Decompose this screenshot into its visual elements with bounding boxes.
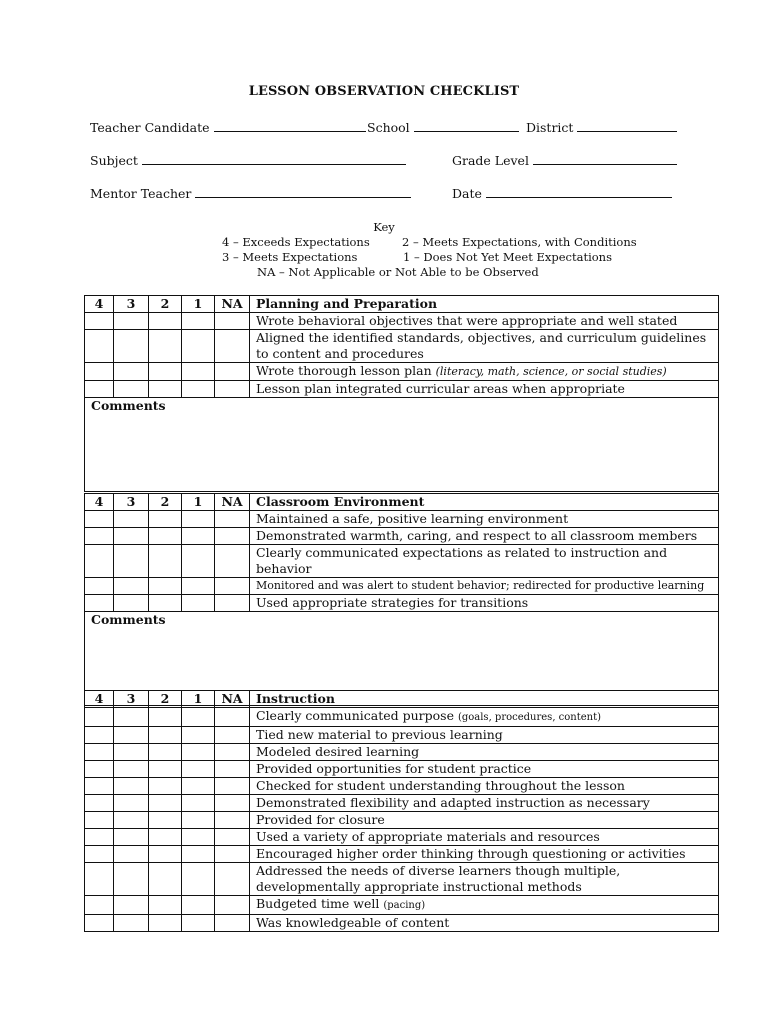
criterion-text: Checked for student understanding throughout the lesson [250,778,719,795]
rating-cell[interactable] [114,896,149,915]
rating-cell[interactable] [182,363,215,381]
criterion-cell [250,363,719,381]
rating-cell[interactable] [149,744,182,761]
table-row [85,708,719,727]
district-label: District [526,120,574,135]
criterion-text: Demonstrated flexibility and adapted instruction as necessary [250,795,719,812]
rating-cell[interactable] [149,896,182,915]
rating-cell[interactable] [182,330,215,363]
comments-label: Comments [91,612,166,627]
rating-cell[interactable] [114,846,149,863]
rating-cell[interactable] [85,708,114,727]
section-heading: Planning and Preparation [250,296,719,313]
rating-cell[interactable] [85,915,114,932]
rating-cell[interactable] [114,761,149,778]
criterion-cell [250,708,719,727]
rating-cell[interactable] [182,896,215,915]
rating-header-4: 4 [85,296,114,313]
criterion-text: Clearly communicated purpose [256,708,454,723]
comments-row [85,398,719,492]
section-heading: Instruction [250,691,719,708]
rating-cell[interactable] [149,778,182,795]
planning-section-table [84,295,719,492]
rating-header-3: 3 [114,691,149,708]
rating-cell[interactable] [114,363,149,381]
date-label: Date [452,186,482,201]
rating-cell[interactable] [149,511,182,528]
rating-cell[interactable] [85,829,114,846]
rating-cell[interactable] [114,330,149,363]
rating-cell[interactable] [114,545,149,578]
criterion-text: Was knowledgeable of content [250,915,719,932]
rating-header-na: NA [215,494,250,511]
rating-cell[interactable] [149,708,182,727]
criterion-text: Modeled desired learning [250,744,719,761]
rating-cell[interactable] [182,846,215,863]
rating-cell[interactable] [215,727,250,744]
rating-cell[interactable] [215,528,250,545]
rating-cell[interactable] [149,545,182,578]
rating-cell[interactable] [85,846,114,863]
table-row [85,381,719,398]
rating-cell[interactable] [85,528,114,545]
table-row [85,330,719,363]
rating-cell[interactable] [182,708,215,727]
rating-cell[interactable] [85,363,114,381]
rating-cell[interactable] [114,528,149,545]
teacher-candidate-label: Teacher Candidate [90,120,210,135]
rating-cell[interactable] [182,863,215,896]
page-title: LESSON OBSERVATION CHECKLIST [248,84,520,99]
grade-level-field[interactable] [452,153,677,168]
rating-header-4: 4 [85,494,114,511]
school-label: School [367,120,410,135]
rating-cell[interactable] [182,778,215,795]
rating-cell[interactable] [85,727,114,744]
rating-header-4: 4 [85,691,114,708]
section-heading: Classroom Environment [250,494,719,511]
teacher-candidate-field[interactable] [90,120,366,135]
rating-cell[interactable] [114,778,149,795]
criterion-text: Clearly communicated expectations as related to instruction and behavior [250,545,719,578]
rating-cell[interactable] [182,528,215,545]
rating-cell[interactable] [149,761,182,778]
rating-cell[interactable] [149,846,182,863]
rating-cell[interactable] [85,578,114,595]
rating-cell[interactable] [215,381,250,398]
criterion-text: Used appropriate strategies for transitions [250,595,719,612]
table-row [85,896,719,915]
table-row [85,761,719,778]
criterion-note: (goals, procedures, content) [457,712,602,723]
comments-label: Comments [91,398,166,413]
rating-cell[interactable] [85,795,114,812]
subject-field[interactable] [90,153,406,168]
rating-cell[interactable] [85,778,114,795]
rating-cell[interactable] [182,511,215,528]
rating-header-1: 1 [182,296,215,313]
rating-cell[interactable] [85,863,114,896]
rating-cell[interactable] [215,896,250,915]
key-na: NA – Not Applicable or Not Able to be Observed [257,265,539,279]
criterion-text: Wrote behavioral objectives that were appropriate and well stated [250,313,719,330]
key-1: 1 – Does Not Yet Meet Expectations [403,250,612,264]
rating-cell[interactable] [215,846,250,863]
rating-cell[interactable] [85,511,114,528]
section-header-row [85,296,719,313]
rating-cell[interactable] [182,313,215,330]
rating-header-2: 2 [149,296,182,313]
section-header-row [85,691,719,708]
rating-cell[interactable] [182,578,215,595]
table-row [85,528,719,545]
criterion-text: Wrote thorough lesson plan [256,363,432,378]
rating-cell[interactable] [114,863,149,896]
rating-cell[interactable] [215,812,250,829]
table-row [85,778,719,795]
rating-cell[interactable] [149,812,182,829]
rating-cell[interactable] [215,578,250,595]
rating-cell[interactable] [182,812,215,829]
criterion-text: Demonstrated warmth, caring, and respect to all classroom members [250,528,719,545]
key-2: 2 – Meets Expectations, with Conditions [402,235,637,249]
table-row [85,744,719,761]
criterion-text: Addressed the needs of diverse learners though multiple, developmentally appropriate instructional methods [250,863,719,896]
district-field[interactable] [526,120,677,135]
rating-cell[interactable] [85,313,114,330]
rating-cell[interactable] [149,330,182,363]
rating-cell[interactable] [182,795,215,812]
rating-cell[interactable] [114,595,149,612]
date-field[interactable] [452,186,672,201]
rating-cell[interactable] [182,545,215,578]
environment-section-table [84,493,719,706]
rating-cell[interactable] [182,829,215,846]
table-row [85,915,719,932]
criterion-text: Aligned the identified standards, objectives, and curriculum guidelines to content and procedures [250,330,719,363]
rating-cell[interactable] [215,595,250,612]
rating-header-3: 3 [114,494,149,511]
rating-cell[interactable] [215,829,250,846]
rating-header-na: NA [215,296,250,313]
subject-label: Subject [90,153,138,168]
table-row [85,363,719,381]
section-header-row [85,494,719,511]
criterion-text: Monitored and was alert to student behavior; redirected for productive learning [250,578,719,595]
criterion-text: Provided opportunities for student practice [250,761,719,778]
key-heading: Key [373,220,395,234]
rating-cell[interactable] [182,381,215,398]
rating-cell[interactable] [215,511,250,528]
rating-cell[interactable] [114,915,149,932]
rating-cell[interactable] [149,528,182,545]
school-field[interactable] [367,120,519,135]
rating-cell[interactable] [149,363,182,381]
criterion-note: (pacing) [383,900,426,911]
rating-cell[interactable] [85,330,114,363]
table-row [85,545,719,578]
rating-cell[interactable] [114,795,149,812]
key-3: 3 – Meets Expectations [222,250,358,264]
rating-cell[interactable] [215,708,250,727]
table-row [85,595,719,612]
rating-cell[interactable] [149,727,182,744]
rating-cell[interactable] [182,915,215,932]
criterion-text: Tied new material to previous learning [250,727,719,744]
rating-cell[interactable] [114,578,149,595]
rating-cell[interactable] [215,363,250,381]
table-row [85,812,719,829]
mentor-teacher-field[interactable] [90,186,411,201]
criterion-text: Maintained a safe, positive learning environment [250,511,719,528]
rating-header-2: 2 [149,494,182,511]
rating-header-na: NA [215,691,250,708]
rating-cell[interactable] [85,381,114,398]
rating-cell[interactable] [114,744,149,761]
criterion-text: Provided for closure [250,812,719,829]
rating-cell[interactable] [149,313,182,330]
table-row [85,829,719,846]
rating-cell[interactable] [149,863,182,896]
rating-header-3: 3 [114,296,149,313]
key-4: 4 – Exceeds Expectations [222,235,370,249]
rating-cell[interactable] [182,761,215,778]
rating-cell[interactable] [149,595,182,612]
rating-cell[interactable] [114,812,149,829]
criterion-text: Encouraged higher order thinking through questioning or activities [250,846,719,863]
rating-cell[interactable] [114,381,149,398]
rating-cell[interactable] [149,795,182,812]
rating-header-1: 1 [182,691,215,708]
table-row [85,578,719,595]
rating-cell[interactable] [114,829,149,846]
criterion-text: Lesson plan integrated curricular areas when appropriate [250,381,719,398]
rating-cell[interactable] [215,778,250,795]
rating-cell[interactable] [215,795,250,812]
rating-cell[interactable] [85,761,114,778]
criterion-text: Budgeted time well [256,896,380,911]
table-row [85,511,719,528]
table-row [85,727,719,744]
rating-cell[interactable] [149,915,182,932]
criterion-note: (literacy, math, science, or social studies) [435,365,667,378]
rating-cell[interactable] [149,381,182,398]
rating-cell[interactable] [85,545,114,578]
rating-cell[interactable] [215,915,250,932]
rating-header-1: 1 [182,494,215,511]
rating-cell[interactable] [215,330,250,363]
table-row [85,846,719,863]
rating-cell[interactable] [215,863,250,896]
grade-level-label: Grade Level [452,153,529,168]
rating-cell[interactable] [182,744,215,761]
table-row [85,795,719,812]
rating-cell[interactable] [215,313,250,330]
table-row [85,313,719,330]
rating-cell[interactable] [182,595,215,612]
rating-cell[interactable] [114,511,149,528]
instruction-section-table [84,690,719,932]
criterion-text: Used a variety of appropriate materials and resources [250,829,719,846]
rating-cell[interactable] [114,313,149,330]
rating-cell[interactable] [114,708,149,727]
criterion-cell [250,896,719,915]
rating-cell[interactable] [85,595,114,612]
rating-cell[interactable] [215,744,250,761]
rating-cell[interactable] [182,727,215,744]
rating-cell[interactable] [85,812,114,829]
rating-cell[interactable] [85,896,114,915]
rating-cell[interactable] [215,545,250,578]
rating-cell[interactable] [85,744,114,761]
rating-cell[interactable] [149,829,182,846]
mentor-teacher-label: Mentor Teacher [90,186,192,201]
table-row [85,863,719,896]
rating-cell[interactable] [215,761,250,778]
rating-cell[interactable] [149,578,182,595]
comments-box[interactable] [85,398,719,492]
rating-header-2: 2 [149,691,182,708]
rating-cell[interactable] [114,727,149,744]
